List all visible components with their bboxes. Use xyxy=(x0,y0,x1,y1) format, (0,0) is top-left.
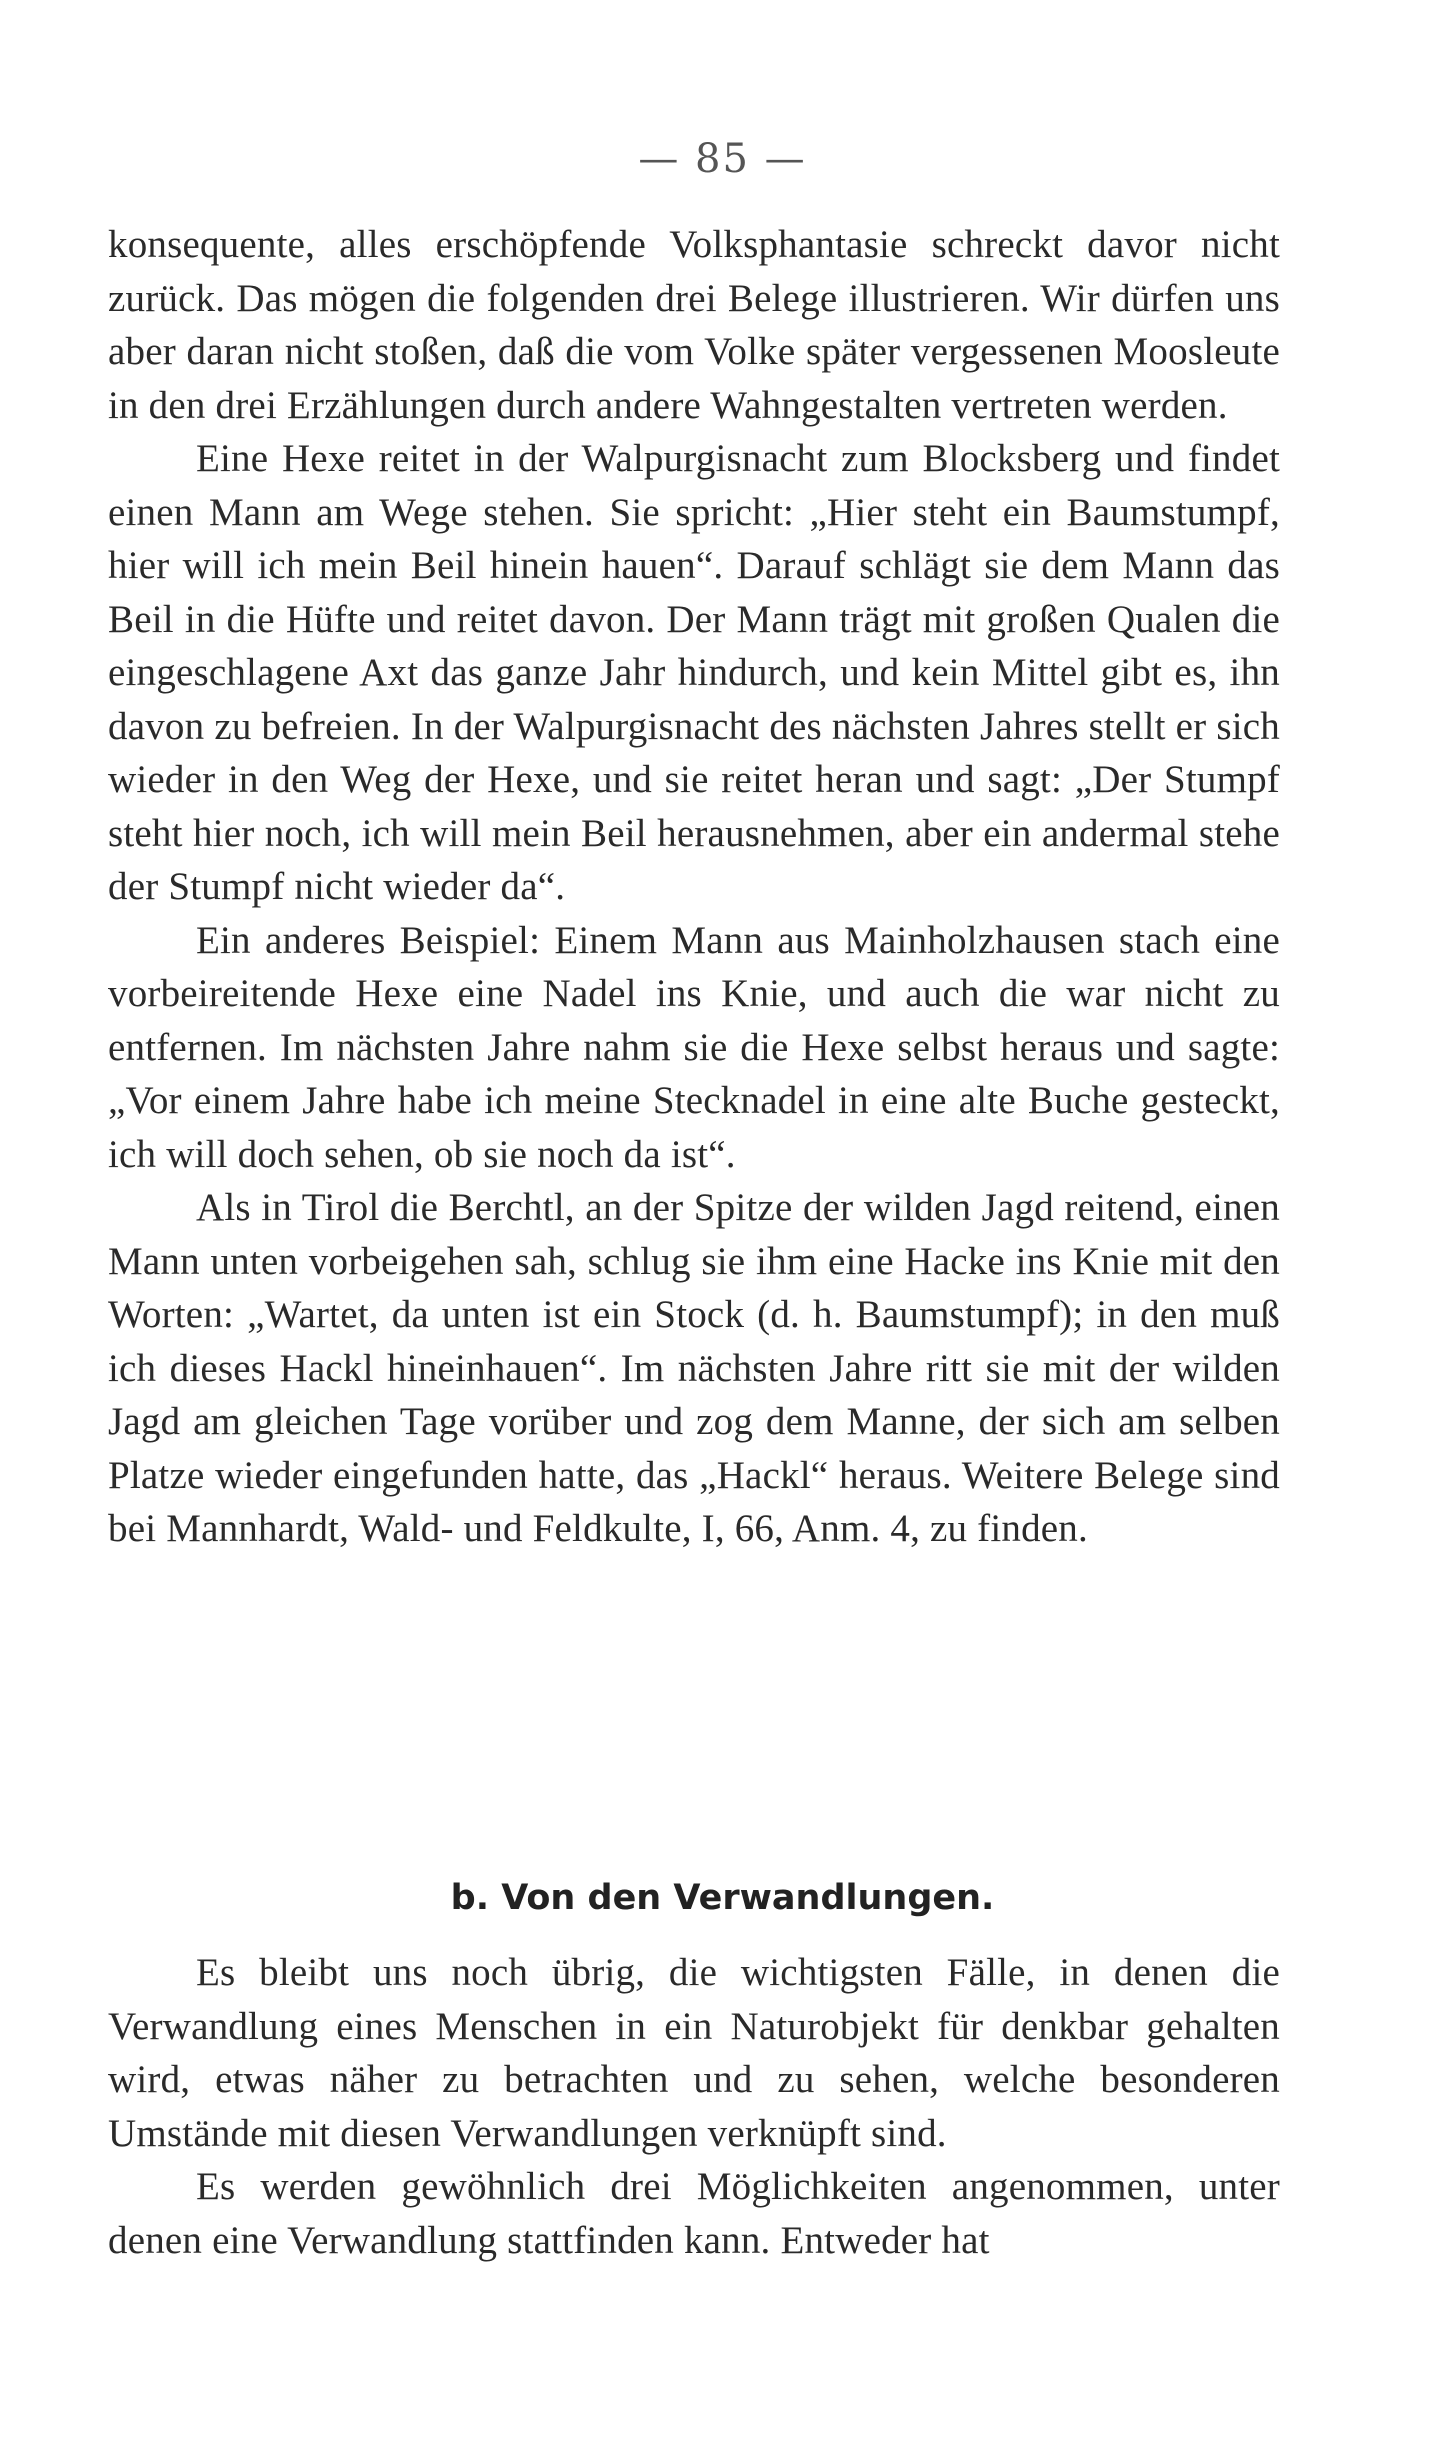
paragraph-tirol-berchtl: Als in Tirol die Berchtl, an der Spitze der wilden Jagd reitend, einen Mann unten vorbeigehen sah, schlug sie ihm eine Hacke ins Knie mit den Worten: „Wartet, da unten ist ein Stock (d. h. Baumstumpf); in den muß ich dieses Hackl hineinhauen“. Im nächsten Jahre ritt sie mit der wilden Jagd am gleichen Tage vorüber und zog dem Manne, der sich am selben Platze wieder eingefunden hatte, das „Hackl“ heraus. Weitere Belege sind bei Mannhardt, Wald- und Feldkulte, I, 66, Anm. 4, zu finden. xyxy=(108,1186,1280,1550)
page-number: — 85 — xyxy=(638,136,807,182)
paragraph-hexe-blocksberg: Eine Hexe reitet in der Walpurgisnacht zum Blocksberg und findet einen Mann am Wege stehen. Sie spricht: „Hier steht ein Baumstumpf, hier will ich mein Beil hinein hauen“. Darauf schlägt sie dem Mann das Beil in die Hüfte und reitet davon. Der Mann trägt mit großen Qualen die eingeschlagene Axt das ganze Jahr hindurch, und kein Mittel gibt es, ihn davon zu befreien. In der Walpurgisnacht des nächsten Jahres stellt er sich wieder in den Weg der Hexe, und sie reitet heran und sagt: „Der Stumpf steht hier noch, ich will mein Beil herausnehmen, aber ein andermal stehe der Stumpf nicht wieder da“. xyxy=(108,437,1280,908)
section-heading: b. Von den Verwandlungen. xyxy=(450,1878,995,1918)
paragraph-mainholzhausen: Ein anderes Beispiel: Einem Mann aus Mainholzhausen stach eine vorbeireitende Hexe eine Nadel ins Knie, und auch die war nicht zu entfernen. Im nächsten Jahre nahm sie die Hexe selbst heraus und sagte: „Vor einem Jahre habe ich meine Stecknadel in eine alte Buche gesteckt, ich will doch sehen, ob sie noch da ist“. xyxy=(108,918,1280,1176)
paragraph-verwandlung-intro: Es bleibt uns noch übrig, die wichtigsten Fälle, in denen die Verwandlung eines Menschen in ein Naturobjekt für denkbar gehalten wird, etwas näher zu betrachten und zu sehen, welche besonderen Umstände mit diesen Verwandlungen verknüpft sind. xyxy=(108,1951,1280,2155)
paragraph-drei-moeglichkeiten: Es werden gewöhnlich drei Möglichkeiten angenommen, unter denen eine Verwandlung stattfinden kann. Entweder hat xyxy=(108,2165,1280,2262)
text-block-lower xyxy=(108,1946,1280,2267)
paragraph-continuation: konsequente, alles erschöpfende Volksphantasie schreckt davor nicht zurück. Das mögen die folgenden drei Belege illustrieren. Wir dürfen uns aber daran nicht stoßen, daß die vom Volke später vergessenen Moosleute in den drei Erzählungen durch andere Wahngestalten vertreten werden. xyxy=(108,223,1280,427)
text-block-upper xyxy=(108,218,1280,1556)
